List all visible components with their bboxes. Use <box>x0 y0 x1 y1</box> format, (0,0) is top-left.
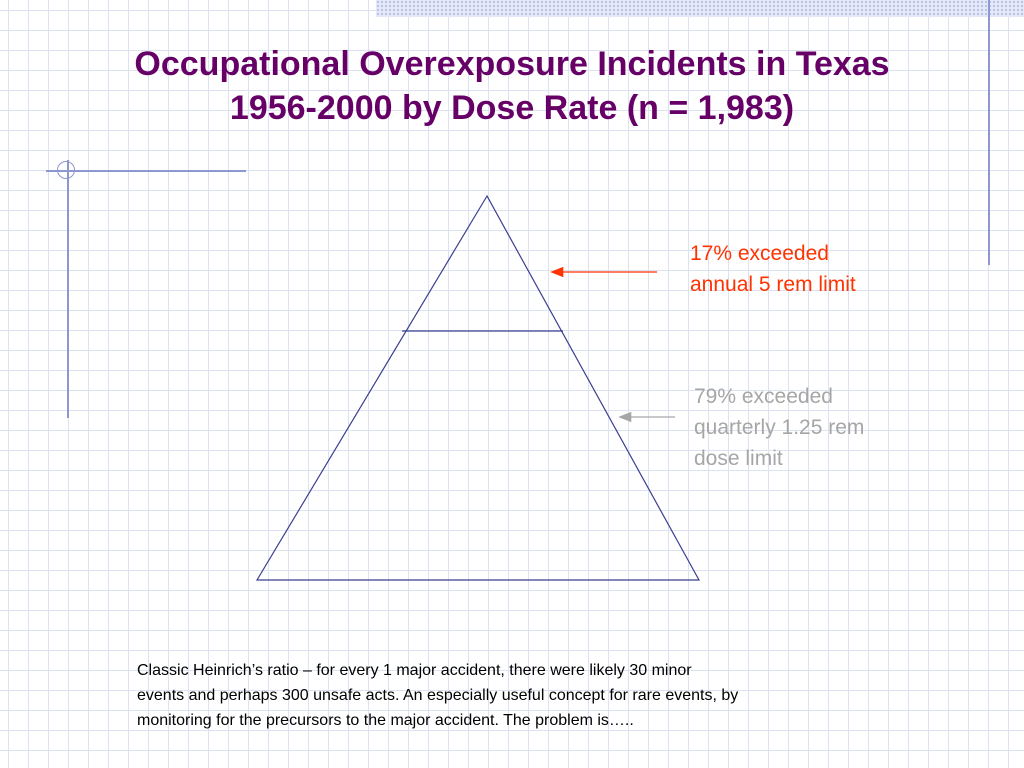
caption-line-1: Classic Heinrich’s ratio – for every 1 major accident, there were likely 30 minor <box>137 662 692 679</box>
heinrich-caption <box>137 658 897 733</box>
slide-title-line-2: 1956-2000 by Dose Rate (n = 1,983) <box>229 89 795 127</box>
slide-title-line-1: Occupational Overexposure Incidents in Texas <box>134 45 890 83</box>
bottom-tier-label <box>694 381 934 474</box>
top-tier-label-line-1: 17% exceeded <box>690 242 829 265</box>
bottom-tier-label-line-1: 79% exceeded <box>694 385 833 408</box>
caption-line-2: events and perhaps 300 unsafe acts. An especially useful concept for rare events, by <box>137 687 739 704</box>
bottom-tier-label-line-2: quarterly 1.25 rem <box>694 416 865 439</box>
top-tier-label <box>690 238 950 300</box>
top-tier-label-line-2: annual 5 rem limit <box>690 273 856 296</box>
caption-line-3: monitoring for the precursors to the major accident. The problem is….. <box>137 712 634 729</box>
pyramid-outline <box>257 196 699 580</box>
bottom-tier-label-line-3: dose limit <box>694 447 783 470</box>
